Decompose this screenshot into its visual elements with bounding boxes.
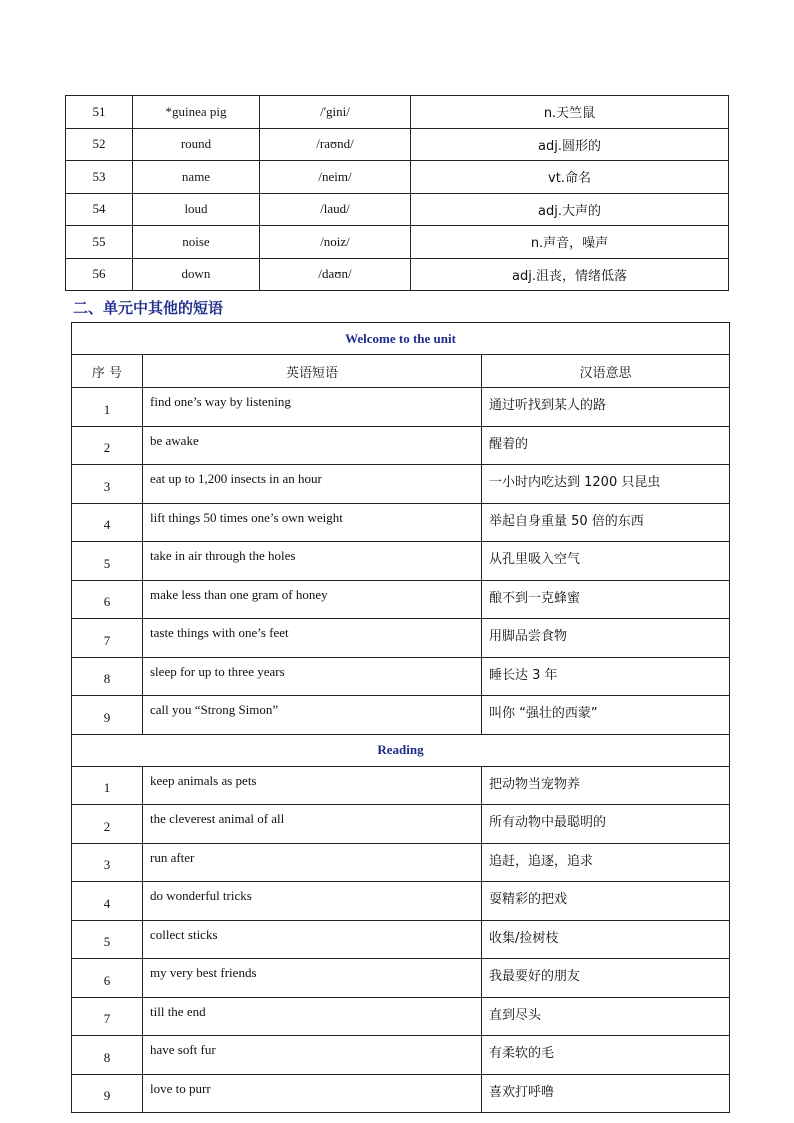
vocab-phonetic: /'gini/ [260,96,411,129]
phrase-index: 2 [72,805,143,844]
phrase-english: have soft fur [143,1036,482,1075]
vocab-phonetic: /laud/ [260,193,411,226]
phrase-english: eat up to 1,200 insects in an hour [143,465,482,504]
phrase-row [72,805,730,844]
phrase-chinese: 用脚品尝食物 [482,619,730,658]
vocab-meaning: adj.大声的 [411,193,729,226]
header-index: 序 号 [72,355,143,388]
vocab-number: 53 [66,161,133,194]
vocab-phonetic: /noiz/ [260,226,411,259]
phrase-chinese: 酿不到一克蜂蜜 [482,580,730,619]
phrase-english: make less than one gram of honey [143,580,482,619]
phrase-index: 9 [72,696,143,735]
vocab-phonetic: /neim/ [260,161,411,194]
phrase-index: 1 [72,766,143,805]
phrase-row [72,696,730,735]
phrase-row [72,580,730,619]
phrase-row [72,426,730,465]
phrase-chinese: 收集/捡树枝 [482,920,730,959]
phrase-row [72,997,730,1036]
phrase-english: sleep for up to three years [143,657,482,696]
vocab-number: 51 [66,96,133,129]
vocab-phonetic: /raʊnd/ [260,128,411,161]
phrase-index: 6 [72,580,143,619]
vocab-meaning: n.天竺鼠 [411,96,729,129]
phrase-english: taste things with one’s feet [143,619,482,658]
phrase-chinese: 追赶，追逐，追求 [482,843,730,882]
vocab-meaning: n.声音，噪声 [411,226,729,259]
vocab-row [66,258,729,291]
vocab-meaning: vt.命名 [411,161,729,194]
header-english: 英语短语 [143,355,482,388]
phrase-index: 2 [72,426,143,465]
phrase-english: call you “Strong Simon” [143,696,482,735]
phrase-row [72,619,730,658]
vocab-number: 54 [66,193,133,226]
phrase-chinese: 醒着的 [482,426,730,465]
phrase-row [72,766,730,805]
vocab-phonetic: /daʊn/ [260,258,411,291]
vocab-number: 55 [66,226,133,259]
phrase-row [72,920,730,959]
phrase-english: keep animals as pets [143,766,482,805]
phrase-index: 4 [72,503,143,542]
phrase-row [72,657,730,696]
phrase-chinese: 举起自身重量 50 倍的东西 [482,503,730,542]
phrase-english: find one’s way by listening [143,388,482,427]
vocab-row [66,193,729,226]
group-title: Reading [72,734,730,766]
vocab-meaning: adj.沮丧，情绪低落 [411,258,729,291]
phrase-index: 5 [72,920,143,959]
phrase-row [72,1074,730,1113]
phrase-index: 8 [72,1036,143,1075]
vocab-word: down [133,258,260,291]
phrase-index: 4 [72,882,143,921]
vocab-number: 56 [66,258,133,291]
vocab-word: name [133,161,260,194]
vocab-row [66,128,729,161]
phrase-english: do wonderful tricks [143,882,482,921]
phrase-chinese: 通过听找到某人的路 [482,388,730,427]
phrase-index: 3 [72,465,143,504]
phrase-chinese: 叫你 “强壮的西蒙” [482,696,730,735]
phrase-chinese: 一小时内吃达到 1200 只昆虫 [482,465,730,504]
phrase-row [72,465,730,504]
phrase-chinese: 直到尽头 [482,997,730,1036]
vocab-meaning: adj.圆形的 [411,128,729,161]
phrase-index: 6 [72,959,143,998]
phrase-row [72,542,730,581]
vocab-number: 52 [66,128,133,161]
phrase-chinese: 所有动物中最聪明的 [482,805,730,844]
group-row [72,734,730,766]
vocab-word: noise [133,226,260,259]
phrase-index: 5 [72,542,143,581]
phrase-english: till the end [143,997,482,1036]
vocab-word: round [133,128,260,161]
phrase-chinese: 有柔软的毛 [482,1036,730,1075]
vocab-row [66,161,729,194]
phrase-row [72,843,730,882]
header-row [72,355,730,388]
vocab-word: loud [133,193,260,226]
phrase-index: 7 [72,619,143,658]
phrase-chinese: 我最要好的朋友 [482,959,730,998]
vocabulary-table [65,95,729,291]
header-chinese: 汉语意思 [482,355,730,388]
phrase-row [72,1036,730,1075]
phrase-table [71,322,730,1113]
phrase-row [72,388,730,427]
phrase-english: be awake [143,426,482,465]
phrase-chinese: 从孔里吸入空气 [482,542,730,581]
phrase-row [72,882,730,921]
section-heading: 二、单元中其他的短语 [73,299,224,317]
phrase-english: my very best friends [143,959,482,998]
group-title: Welcome to the unit [72,323,730,355]
phrase-row [72,959,730,998]
phrase-english: lift things 50 times one’s own weight [143,503,482,542]
phrase-chinese: 耍精彩的把戏 [482,882,730,921]
vocab-word: *guinea pig [133,96,260,129]
phrase-english: take in air through the holes [143,542,482,581]
phrase-chinese: 喜欢打呼噜 [482,1074,730,1113]
phrase-english: love to purr [143,1074,482,1113]
vocab-row [66,226,729,259]
phrase-english: collect sticks [143,920,482,959]
phrase-english: the cleverest animal of all [143,805,482,844]
phrase-index: 8 [72,657,143,696]
phrase-chinese: 把动物当宠物养 [482,766,730,805]
vocab-row [66,96,729,129]
group-row [72,323,730,355]
phrase-index: 3 [72,843,143,882]
phrase-index: 1 [72,388,143,427]
phrase-chinese: 睡长达 3 年 [482,657,730,696]
phrase-index: 9 [72,1074,143,1113]
phrase-english: run after [143,843,482,882]
phrase-index: 7 [72,997,143,1036]
phrase-row [72,503,730,542]
